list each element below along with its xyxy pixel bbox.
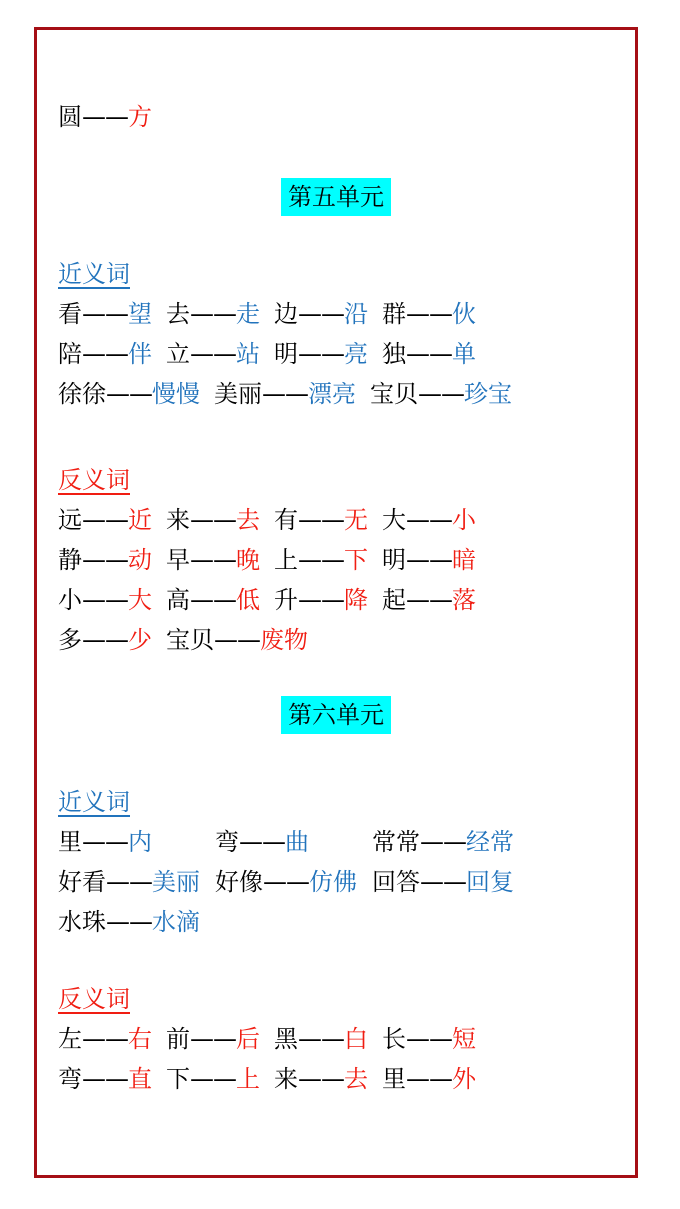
pair-row <box>58 1059 635 1099</box>
pair-row <box>58 374 635 414</box>
word-pair <box>214 380 356 408</box>
word-pair <box>372 822 529 862</box>
word-right: 下 <box>344 546 368 574</box>
word-left: 多 <box>58 626 82 654</box>
word-left: 去 <box>166 300 190 328</box>
word-pair <box>274 340 368 368</box>
word-pair <box>58 103 152 131</box>
pair-row <box>58 294 635 334</box>
dash-connector: —— <box>406 1025 452 1053</box>
word-left: 好看 <box>58 868 106 896</box>
word-left: 起 <box>382 586 406 614</box>
worksheet <box>34 27 638 1178</box>
dash-connector: —— <box>82 626 128 654</box>
word-left: 升 <box>274 586 298 614</box>
dash-connector: —— <box>190 1065 236 1093</box>
word-right: 回复 <box>466 868 514 896</box>
word-pair <box>274 546 368 574</box>
word-right: 方 <box>128 103 152 131</box>
word-pair <box>274 506 368 534</box>
word-pair <box>58 1025 152 1053</box>
dash-connector: —— <box>82 828 128 856</box>
pair-row <box>58 862 635 902</box>
word-pair <box>58 546 152 574</box>
word-pair <box>166 586 260 614</box>
dash-connector: —— <box>298 340 344 368</box>
word-right: 小 <box>452 506 476 534</box>
word-pair <box>58 506 152 534</box>
word-left: 前 <box>166 1025 190 1053</box>
dash-connector: —— <box>106 380 152 408</box>
word-left: 黑 <box>274 1025 298 1053</box>
unit-title-highlight: 第五单元 <box>281 178 391 216</box>
synonyms-heading <box>58 254 635 294</box>
word-pair <box>58 902 215 942</box>
word-left: 小 <box>58 586 82 614</box>
dash-connector: —— <box>298 506 344 534</box>
word-left: 宝贝 <box>166 626 214 654</box>
word-left: 远 <box>58 506 82 534</box>
pair-row <box>58 822 635 862</box>
pair-row <box>58 500 635 540</box>
word-left: 看 <box>58 300 82 328</box>
word-right: 珍宝 <box>464 380 512 408</box>
word-right: 仿佛 <box>309 868 357 896</box>
unit-title-row <box>37 695 635 735</box>
dash-connector: —— <box>82 1025 128 1053</box>
word-right: 右 <box>128 1025 152 1053</box>
dash-connector: —— <box>418 380 464 408</box>
word-pair <box>166 300 260 328</box>
synonyms-heading-label: 近义词 <box>58 788 130 816</box>
word-right: 外 <box>452 1065 476 1093</box>
word-left: 明 <box>382 546 406 574</box>
antonyms-heading-label: 反义词 <box>58 466 130 494</box>
word-left: 里 <box>58 828 82 856</box>
word-pair <box>274 1025 368 1053</box>
word-right: 直 <box>128 1065 152 1093</box>
word-right: 伴 <box>128 340 152 368</box>
word-pair <box>58 380 200 408</box>
word-left: 群 <box>382 300 406 328</box>
word-pair <box>382 506 476 534</box>
word-pair <box>382 1025 476 1053</box>
word-pair <box>370 380 512 408</box>
pair-row <box>58 620 635 660</box>
word-left: 下 <box>166 1065 190 1093</box>
word-right: 望 <box>128 300 152 328</box>
word-pair <box>166 506 260 534</box>
unit-title-row <box>37 177 635 217</box>
word-pair <box>166 1025 260 1053</box>
word-pair <box>58 1065 152 1093</box>
dash-connector: —— <box>82 586 128 614</box>
word-right: 单 <box>452 340 476 368</box>
dash-connector: —— <box>106 868 152 896</box>
word-right: 内 <box>128 828 152 856</box>
word-left: 有 <box>274 506 298 534</box>
dash-connector: —— <box>406 340 452 368</box>
dash-connector: —— <box>82 506 128 534</box>
word-right: 慢慢 <box>152 380 200 408</box>
word-pair <box>274 300 368 328</box>
word-left: 左 <box>58 1025 82 1053</box>
word-left: 早 <box>166 546 190 574</box>
word-pair <box>58 300 152 328</box>
word-right: 降 <box>344 586 368 614</box>
antonyms-heading <box>58 460 635 500</box>
dash-connector: —— <box>406 586 452 614</box>
word-pair <box>215 822 372 862</box>
word-left: 弯 <box>58 1065 82 1093</box>
word-right: 低 <box>236 586 260 614</box>
dash-connector: —— <box>190 546 236 574</box>
dash-connector: —— <box>190 506 236 534</box>
dash-connector: —— <box>262 380 308 408</box>
word-left: 立 <box>166 340 190 368</box>
word-left: 长 <box>382 1025 406 1053</box>
unit-title-highlight: 第六单元 <box>281 696 391 734</box>
word-right: 经常 <box>466 828 514 856</box>
dash-connector: —— <box>190 1025 236 1053</box>
word-pair <box>274 1065 368 1093</box>
word-pair <box>382 586 476 614</box>
dash-connector: —— <box>106 908 152 936</box>
word-left: 弯 <box>215 828 239 856</box>
dash-connector: —— <box>263 868 309 896</box>
word-left: 陪 <box>58 340 82 368</box>
dash-connector: —— <box>298 300 344 328</box>
word-left: 回答 <box>372 868 420 896</box>
antonyms-heading <box>58 979 635 1019</box>
word-pair <box>58 626 152 654</box>
dash-connector: —— <box>82 300 128 328</box>
pair-row <box>58 580 635 620</box>
dash-connector: —— <box>190 340 236 368</box>
dash-connector: —— <box>82 546 128 574</box>
word-pair <box>58 862 215 902</box>
pair-row <box>58 1019 635 1059</box>
dash-connector: —— <box>298 586 344 614</box>
word-right: 白 <box>344 1025 368 1053</box>
word-pair <box>58 822 215 862</box>
word-pair <box>382 546 476 574</box>
word-right: 伙 <box>452 300 476 328</box>
word-left: 宝贝 <box>370 380 418 408</box>
word-left: 来 <box>274 1065 298 1093</box>
word-pair <box>372 862 529 902</box>
word-right: 美丽 <box>152 868 200 896</box>
word-right: 晚 <box>236 546 260 574</box>
dash-connector: —— <box>190 586 236 614</box>
word-right: 去 <box>344 1065 368 1093</box>
word-left: 来 <box>166 506 190 534</box>
word-right: 上 <box>236 1065 260 1093</box>
word-right: 近 <box>128 506 152 534</box>
dash-connector: —— <box>406 546 452 574</box>
word-left: 大 <box>382 506 406 534</box>
word-pair <box>58 586 152 614</box>
word-pair <box>166 626 308 654</box>
pair-row <box>58 540 635 580</box>
dash-connector: —— <box>406 506 452 534</box>
word-left: 明 <box>274 340 298 368</box>
dash-connector: —— <box>214 626 260 654</box>
pair-row <box>58 902 635 942</box>
dash-connector: —— <box>82 1065 128 1093</box>
word-right: 落 <box>452 586 476 614</box>
synonyms-heading-label: 近义词 <box>58 260 130 288</box>
word-left: 水珠 <box>58 908 106 936</box>
word-pair <box>166 546 260 574</box>
dash-connector: —— <box>298 1025 344 1053</box>
word-pair <box>274 586 368 614</box>
word-pair <box>58 340 152 368</box>
dash-connector: —— <box>298 1065 344 1093</box>
pair-row <box>58 334 635 374</box>
word-left: 上 <box>274 546 298 574</box>
word-right: 短 <box>452 1025 476 1053</box>
intro-pair-row <box>58 97 635 137</box>
word-pair <box>215 862 372 902</box>
word-pair <box>166 340 260 368</box>
dash-connector: —— <box>239 828 285 856</box>
word-right: 暗 <box>452 546 476 574</box>
dash-connector: —— <box>420 828 466 856</box>
word-right: 后 <box>236 1025 260 1053</box>
dash-connector: —— <box>420 868 466 896</box>
dash-connector: —— <box>82 340 128 368</box>
word-left: 边 <box>274 300 298 328</box>
word-right: 走 <box>236 300 260 328</box>
word-pair <box>382 340 476 368</box>
word-right: 废物 <box>260 626 308 654</box>
word-left: 美丽 <box>214 380 262 408</box>
word-right: 少 <box>128 626 152 654</box>
word-pair <box>166 1065 260 1093</box>
antonyms-heading-label: 反义词 <box>58 985 130 1013</box>
word-left: 里 <box>382 1065 406 1093</box>
word-left: 静 <box>58 546 82 574</box>
word-right: 大 <box>128 586 152 614</box>
word-right: 曲 <box>285 828 309 856</box>
word-left: 圆 <box>58 103 82 131</box>
word-right: 水滴 <box>152 908 200 936</box>
word-right: 动 <box>128 546 152 574</box>
dash-connector: —— <box>406 300 452 328</box>
word-right: 漂亮 <box>308 380 356 408</box>
synonyms-heading <box>58 782 635 822</box>
dash-connector: —— <box>406 1065 452 1093</box>
word-right: 无 <box>344 506 368 534</box>
dash-connector: —— <box>298 546 344 574</box>
word-right: 去 <box>236 506 260 534</box>
word-right: 沿 <box>344 300 368 328</box>
word-right: 站 <box>236 340 260 368</box>
word-left: 徐徐 <box>58 380 106 408</box>
dash-connector: —— <box>82 103 128 131</box>
word-left: 常常 <box>372 828 420 856</box>
word-left: 好像 <box>215 868 263 896</box>
word-left: 独 <box>382 340 406 368</box>
word-pair <box>382 1065 476 1093</box>
dash-connector: —— <box>190 300 236 328</box>
word-right: 亮 <box>344 340 368 368</box>
word-left: 高 <box>166 586 190 614</box>
word-pair <box>382 300 476 328</box>
